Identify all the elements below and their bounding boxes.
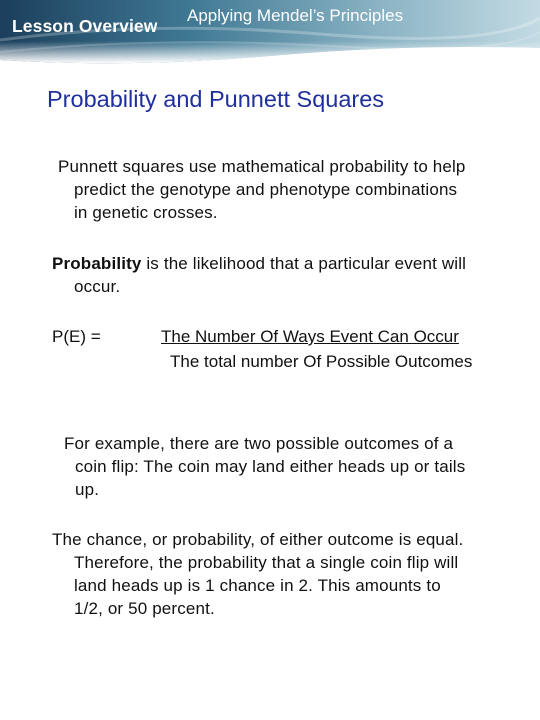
formula-denominator: The total number Of Possible Outcomes [170, 352, 473, 371]
definition-paragraph [52, 252, 466, 298]
definition-term: Probability [52, 254, 142, 273]
slide-title: Probability and Punnett Squares [47, 86, 385, 112]
intro-line-2: predict the genotype and phenotype combinations [74, 180, 458, 199]
definition-line-1 [52, 252, 466, 275]
example-line-2: coin flip: The coin may land either heads up or tails [75, 457, 466, 476]
conclusion-line-4: 1/2, or 50 percent. [74, 599, 215, 618]
intro-paragraph [58, 155, 466, 224]
intro-line-1: Punnett squares use mathematical probability to help [58, 157, 466, 176]
conclusion-line-3: land heads up is 1 chance in 2. This amounts to [74, 576, 441, 595]
formula-numerator: The Number Of Ways Event Can Occur [161, 327, 459, 346]
formula-lhs: P(E) = [52, 327, 101, 346]
example-line-3: up. [75, 480, 100, 499]
lesson-overview-label: Lesson Overview [12, 16, 158, 36]
example-paragraph [64, 432, 465, 501]
example-line-1: For example, there are two possible outcomes of a [64, 434, 454, 453]
conclusion-line-2: Therefore, the probability that a single coin flip will [74, 553, 459, 572]
conclusion-line-1: The chance, or probability, of either outcome is equal. [52, 530, 464, 549]
definition-line-2: occur. [74, 277, 121, 296]
intro-line-3: in genetic crosses. [74, 203, 218, 222]
section-subtitle: Applying Mendel’s Principles [187, 6, 404, 25]
conclusion-paragraph [52, 528, 463, 620]
definition-line-1-rest: is the likelihood that a particular event will [141, 254, 467, 273]
